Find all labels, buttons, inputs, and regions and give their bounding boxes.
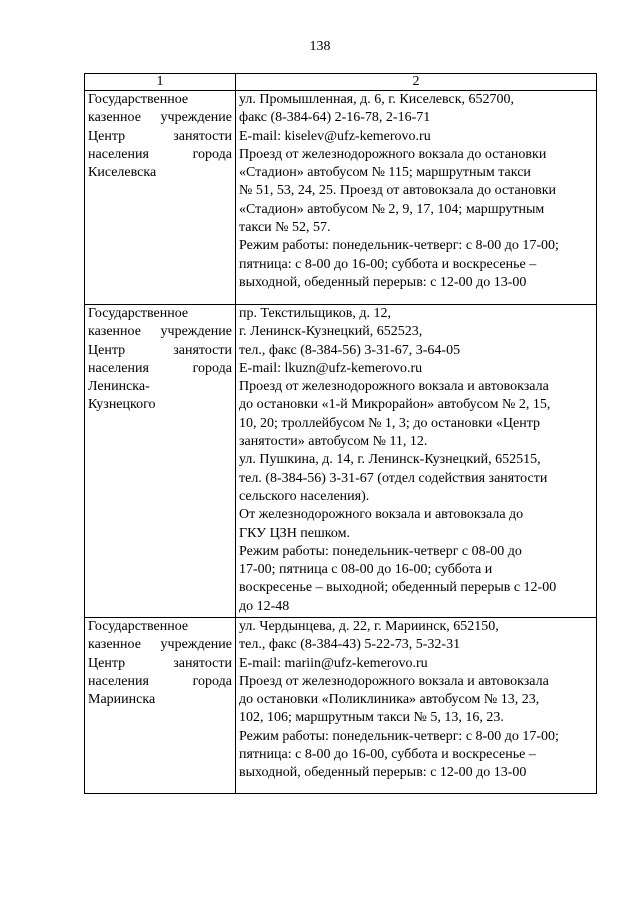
contact-info-line: тел., факс (8-384-43) 5-22-73, 5-32-31 [239,637,461,653]
org-name-line: Центр занятости [88,342,232,358]
org-name-cell [85,91,236,305]
org-name-cell [85,305,236,618]
contact-info-line: «Стадион» автобусом № 2, 9, 17, 104; маршрутным [239,201,545,217]
table-row [85,305,597,618]
contact-info-line: тел. (8-384-56) 3-31-67 (отдел содействия занятости [239,470,548,486]
contact-info-line: 10, 20; троллейбусом № 1, 3; до остановки «Центр [239,415,541,431]
contact-info-line: Проезд от железнодорожного вокзала и автовокзала [239,379,549,395]
contact-info-cell [236,305,597,618]
org-name-line: населения города [88,146,232,162]
contact-info-line: Проезд от железнодорожного вокзала и автовокзала [239,673,549,689]
contact-info-line: Режим работы: понедельник-четверг: с 8-00 до 17-00; [239,728,559,744]
org-name-line: Государственное [88,619,189,634]
contact-info-line: «Стадион» автобусом № 115; маршрутным такси [239,165,531,181]
contact-info-line: занятости» автобусом № 11, 12. [239,434,428,450]
contact-info-cell [236,91,597,305]
contact-info-line: такси № 52, 57. [239,220,331,236]
org-name-cell [85,618,236,794]
contact-info-line: выходной, обеденный перерыв: с 12-00 до 13-00 [239,274,527,290]
contact-info-line: сельского населения). [239,488,370,504]
org-name-line: населения города [88,360,232,376]
contact-info-line: до 12-48 [239,598,290,614]
page-number: 138 [309,39,331,54]
org-name-line: Государственное [88,92,189,107]
contact-info-line: E-mail: mariin@ufz-kemerovo.ru [239,655,428,671]
contact-info-line: ул. Пушкина, д. 14, г. Ленинск-Кузнецкий, 652515, [239,452,541,468]
column-header-2: 2 [236,74,597,91]
contact-info-line: воскресенье – выходной; обеденный перерыв с 12-00 [239,580,557,596]
org-name-line: населения города [88,673,232,689]
contact-info-line: до остановки «Поликлиника» автобусом № 13, 23, [239,692,540,708]
contact-info-line: Режим работы: понедельник-четверг с 08-00 до [239,543,522,559]
contact-info-line: выходной, обеденный перерыв: с 12-00 до 13-00 [239,765,527,781]
contact-info-line: Режим работы: понедельник-четверг: с 8-00 до 17-00; [239,238,559,254]
contact-info-line: От железнодорожного вокзала и автовокзала до [239,507,524,523]
table-row [85,91,597,305]
contact-info-line: пятница: с 8-00 до 16-00; суббота и воскресенье – [239,256,537,272]
contact-info-line: 102, 106; маршрутным такси № 5, 13, 16, 23. [239,710,504,726]
org-name-line: Киселевска [88,165,157,181]
contact-info-line: № 51, 53, 24, 25. Проезд от автовокзала до остановки [239,183,557,199]
org-name-line: казенное учреждение [88,110,232,126]
org-name-line: Ленинска- [88,379,150,395]
contact-info-line: E-mail: lkuzn@ufz-kemerovo.ru [239,360,423,376]
contact-info-cell [236,618,597,794]
contact-info-line: ГКУ ЦЗН пешком. [239,525,350,541]
contact-info-line: г. Ленинск-Кузнецкий, 652523, [239,324,423,340]
contact-info-line: до остановки «1-й Микрорайон» автобусом № 2, 15, [239,397,551,413]
contact-info-line: пятница: с 8-00 до 16-00, суббота и воскресенье – [239,747,536,763]
contact-info-line: Проезд от железнодорожного вокзала до остановки [239,146,547,162]
column-header-1: 1 [85,74,236,91]
employment-centers-table [84,73,597,794]
org-name-line: казенное учреждение [88,637,232,653]
org-name-line: Государственное [88,306,189,321]
contact-info-line: пр. Текстильщиков, д. 12, [239,306,391,321]
org-name-line: Центр занятости [88,128,232,144]
org-name-line: казенное учреждение [88,324,232,340]
org-name-line: Мариинска [88,692,156,708]
contact-info-line: ул. Промышленная, д. 6, г. Киселевск, 652700, [239,92,515,107]
org-name-line: Центр занятости [88,655,232,671]
contact-info-line: факс (8-384-64) 2-16-78, 2-16-71 [239,110,431,126]
contact-info-line: E-mail: kiselev@ufz-kemerovo.ru [239,128,431,144]
contact-info-line: тел., факс (8-384-56) 3-31-67, 3-64-05 [239,342,461,358]
table-row [85,618,597,794]
table-header-row [85,74,597,91]
contact-info-line: 17-00; пятница с 08-00 до 16-00; суббота и [239,562,493,578]
contact-info-line: ул. Чердынцева, д. 22, г. Мариинск, 652150, [239,619,499,634]
org-name-line: Кузнецкого [88,397,156,413]
